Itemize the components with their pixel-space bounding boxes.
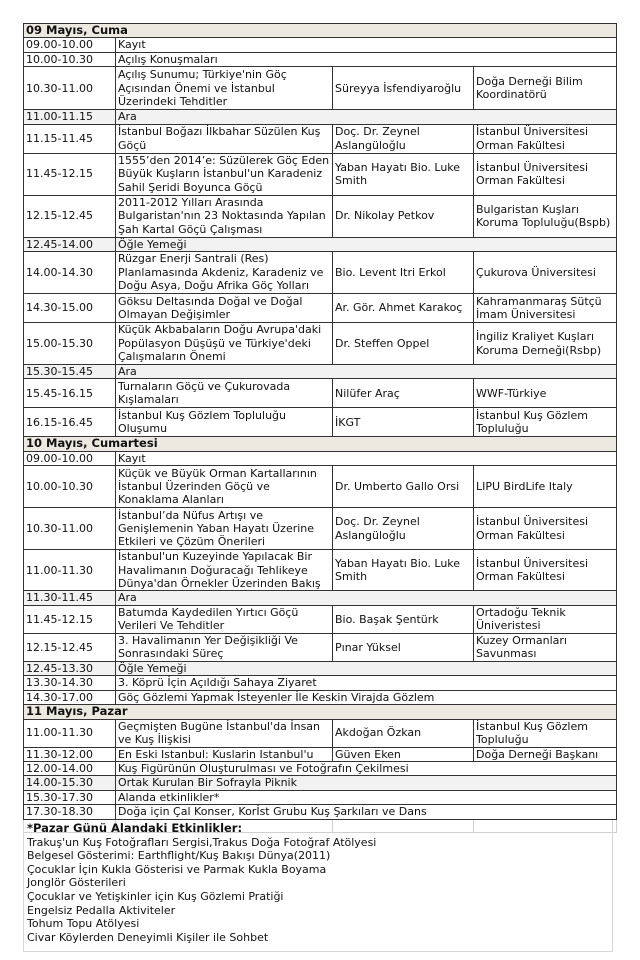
session-organization: İstanbul Üniversitesi Orman Fakültesi	[474, 124, 617, 153]
session-row	[24, 52, 617, 66]
notes-item: Belgesel Gösterimi: Earthflight/Kuş Bakışı Dünya(2011)	[27, 849, 331, 863]
notes-item: Trakuş'un Kuş Fotoğrafları Sergisi,Trakus Doğa Fotoğraf Atölyesi	[27, 835, 377, 849]
session-speaker: Doç. Dr. Zeynel Aslangüloğlu	[333, 508, 474, 550]
session-time: 14.30-17.00	[24, 690, 116, 704]
session-row	[24, 690, 617, 704]
session-row	[24, 451, 617, 465]
day-header	[24, 437, 617, 451]
session-title: 3. Köprü İçin Açıldığı Sahaya Ziyaret	[116, 676, 617, 690]
break-row	[24, 661, 617, 675]
schedule-table	[23, 23, 617, 833]
session-organization: İstanbul Üniversitesi Orman Fakültesi	[474, 153, 617, 195]
session-title: Göksu Deltasında Doğal ve Doğal Olmayan Değişimler	[116, 294, 333, 323]
session-organization: WWF-Türkiye	[474, 379, 617, 408]
session-speaker: Dr. Steffen Oppel	[333, 323, 474, 365]
session-speaker: Doç. Dr. Zeynel Aslangüloğlu	[333, 124, 474, 153]
session-title: 2011-2012 Yılları Arasında Bulgaristan'nın 23 Noktasında Yapılan Şah Kartal Göçü Çalışması	[116, 195, 333, 237]
session-organization: İstanbul Üniversitesi Orman Fakültesi	[474, 508, 617, 550]
session-time: 12.15-12.45	[24, 633, 116, 661]
session-title: Turnaların Göçü ve Çukurovada Kışlamaları	[116, 379, 333, 408]
session-title: Öğle Yemeği	[116, 237, 617, 251]
session-organization: Çukurova Üniversitesi	[474, 252, 617, 294]
session-time: 11.15-11.45	[24, 124, 116, 153]
session-speaker: Bio. Levent Itri Erkol	[333, 252, 474, 294]
session-organization: Ortadoğu Teknik Üniveristesi	[474, 605, 617, 633]
session-row	[24, 761, 617, 775]
day-header	[24, 705, 617, 719]
session-organization: İngiliz Kraliyet Kuşları Koruma Derneği(Rsbp)	[474, 323, 617, 365]
session-organization: Kahramanmaraş Sütçü İmam Üniversitesi	[474, 294, 617, 323]
notes-title: *Pazar Günü Alandaki Etkinlikler:	[27, 821, 243, 835]
session-time: 11.00-11.15	[24, 110, 116, 124]
session-title: Kayıt	[116, 451, 617, 465]
session-title: İstanbul'un Kuzeyinde Yapılacak Bir Havalimanın Doğuracağı Tehlikeye Dünya'dan Örnekler Üzerinden Bakış	[116, 550, 333, 591]
session-time: 11.30-11.45	[24, 591, 116, 605]
session-row	[24, 747, 617, 761]
session-title: Batumda Kaydedilen Yırtıcı Göçü Verileri Ve Tehditler	[116, 605, 333, 633]
session-row	[24, 790, 617, 804]
notes-item: Çocuklar İçin Kukla Gösterisi ve Parmak Kukla Boyama	[27, 862, 327, 876]
session-organization: Doğa Derneği Başkanı	[474, 747, 617, 761]
break-row	[24, 776, 617, 790]
session-organization: Bulgaristan Kuşları Koruma Topluluğu(Bspb)	[474, 195, 617, 237]
session-time: 11.45-12.15	[24, 605, 116, 633]
session-time: 12.45-14.00	[24, 237, 116, 251]
session-title: Göç Gözlemi Yapmak İsteyenler İle Keskin Virajda Gözlem	[116, 690, 617, 704]
session-speaker: Pınar Yüksel	[333, 633, 474, 661]
session-row	[24, 124, 617, 153]
notes-item: Çocuklar ve Yetişkinler için Kuş Gözlemi Pratiği	[27, 889, 284, 903]
day-header	[24, 24, 617, 38]
session-speaker: Dr. Nikolay Petkov	[333, 195, 474, 237]
session-row	[24, 605, 617, 633]
session-organization: LIPU BirdLife Italy	[474, 466, 617, 508]
session-title: Açılış Konuşmaları	[116, 52, 617, 66]
session-time: 12.15-12.45	[24, 195, 116, 237]
session-organization: İstanbul Kuş Gözlem Topluluğu	[474, 408, 617, 437]
session-time: 14.00-15.30	[24, 776, 116, 790]
session-time: 15.30-15.45	[24, 365, 116, 379]
session-time: 15.00-15.30	[24, 323, 116, 365]
session-title: Açılış Sunumu; Türkiye'nin Göç Açısından Önemi ve İstanbul Üzerindeki Tehditler	[116, 67, 333, 110]
session-speaker: Yaban Hayatı Bio. Luke Smith	[333, 550, 474, 591]
session-time: 11.30-12.00	[24, 747, 116, 761]
session-title: 1555’den 2014’e: Süzülerek Göç Eden Büyük Kuşların İstanbul'un Karadeniz Sahil Şeridi Boyunca Göçü	[116, 153, 333, 195]
session-time: 15.45-16.15	[24, 379, 116, 408]
session-time: 12.45-13.30	[24, 661, 116, 675]
session-time: 17.30-18.30	[24, 805, 116, 819]
session-speaker: Nilüfer Araç	[333, 379, 474, 408]
session-organization: İstanbul Kuş Gözlem Topluluğu	[474, 719, 617, 747]
session-title: Ortak Kurulan Bir Sofrayla Piknik	[116, 776, 617, 790]
break-row	[24, 591, 617, 605]
session-title: Rüzgar Enerji Santrali (Res) Planlamasında Akdeniz, Karadeniz ve Doğu Asya, Doğu Afrika Göç Yolları	[116, 252, 333, 294]
session-row	[24, 323, 617, 365]
session-speaker: Bio. Başak Şentürk	[333, 605, 474, 633]
session-time: 14.00-14.30	[24, 252, 116, 294]
session-speaker: Dr. Umberto Gallo Orsi	[333, 466, 474, 508]
session-row	[24, 408, 617, 437]
session-time: 16.15-16.45	[24, 408, 116, 437]
session-speaker: Süreyya İsfendiyaroğlu	[333, 67, 474, 110]
session-title: Alanda etkinlikler*	[116, 790, 617, 804]
session-speaker: Ar. Gör. Ahmet Karakoç	[333, 294, 474, 323]
session-row	[24, 195, 617, 237]
session-title: Ara	[116, 365, 617, 379]
session-title: İstanbul Boğazı İlkbahar Süzülen Kuş Göçü	[116, 124, 333, 153]
session-speaker: İKGT	[333, 408, 474, 437]
session-title: Kuş Figürünün Oluşturulması ve Fotoğrafın Çekilmesi	[116, 761, 617, 775]
notes-list	[27, 836, 610, 945]
session-time: 09.00-10.00	[24, 451, 116, 465]
session-time: 11.00-11.30	[24, 550, 116, 591]
session-speaker: Güven Eken	[333, 747, 474, 761]
session-time: 10.00-10.30	[24, 466, 116, 508]
session-row	[24, 676, 617, 690]
session-row	[24, 379, 617, 408]
session-title: Geçmişten Bugüne İstanbul'da İnsan ve Kuş İlişkisi	[116, 719, 333, 747]
session-row	[24, 633, 617, 661]
session-row	[24, 38, 617, 52]
session-title: İstanbul Kuş Gözlem Topluluğu Oluşumu	[116, 408, 333, 437]
session-row	[24, 153, 617, 195]
session-row	[24, 466, 617, 508]
session-title: Küçük Akbabaların Doğu Avrupa'daki Popülasyon Düşüşü ve Türkiye'deki Çalışmaların Önemi	[116, 323, 333, 365]
session-organization: İstanbul Üniversitesi Orman Fakültesi	[474, 550, 617, 591]
session-organization: Doğa Derneği Bilim Koordinatörü	[474, 67, 617, 110]
session-title: En Eski Istanbul: Kuslarin Istanbul'u	[116, 747, 333, 761]
session-title: Öğle Yemeği	[116, 661, 617, 675]
day-title: 09 Mayıs, Cuma	[24, 24, 617, 38]
notes-item: Engelsiz Pedalla Aktiviteler	[27, 903, 176, 917]
session-row	[24, 252, 617, 294]
session-time: 10.30-11.00	[24, 67, 116, 110]
session-speaker: Akdoğan Özkan	[333, 719, 474, 747]
session-row	[24, 508, 617, 550]
session-speaker: Yaban Hayatı Bio. Luke Smith	[333, 153, 474, 195]
break-row	[24, 365, 617, 379]
day-title: 10 Mayıs, Cumartesi	[24, 437, 617, 451]
session-row	[24, 294, 617, 323]
session-time: 11.00-11.30	[24, 719, 116, 747]
session-time: 12.00-14.00	[24, 761, 116, 775]
notes-item: Tohum Topu Atölyesi	[27, 917, 140, 931]
session-time: 10.30-11.00	[24, 508, 116, 550]
session-row	[24, 550, 617, 591]
notes-item: Jonglör Gösterileri	[27, 876, 126, 890]
session-title: 3. Havalimanın Yer Değişikliği Ve Sonrasındaki Süreç	[116, 633, 333, 661]
session-time: 11.45-12.15	[24, 153, 116, 195]
session-title: Kayıt	[116, 38, 617, 52]
session-row	[24, 67, 617, 110]
session-time: 14.30-15.00	[24, 294, 116, 323]
session-title: Ara	[116, 591, 617, 605]
session-title: Doğa için Çal Konser, Korİst Grubu Kuş Şarkıları ve Dans	[116, 805, 617, 819]
session-time: 15.30-17.30	[24, 790, 116, 804]
session-time: 10.00-10.30	[24, 52, 116, 66]
day-title: 11 Mayıs, Pazar	[24, 705, 617, 719]
session-time: 13.30-14.30	[24, 676, 116, 690]
break-row	[24, 110, 617, 124]
break-row	[24, 237, 617, 251]
session-title: Küçük ve Büyük Orman Kartallarının İstanbul Üzerinden Göçü ve Konaklama Alanları	[116, 466, 333, 508]
session-organization: Kuzey Ormanları Savunması	[474, 633, 617, 661]
session-time: 09.00-10.00	[24, 38, 116, 52]
session-row	[24, 805, 617, 819]
sunday-activities-notes	[23, 820, 613, 952]
notes-item: Civar Köylerden Deneyimli Kişiler ile Sohbet	[27, 930, 269, 944]
session-title: Ara	[116, 110, 617, 124]
session-row	[24, 719, 617, 747]
session-title: İstanbul’da Nüfus Artışı ve Genişlemenin Yaban Hayatı Üzerine Etkileri ve Çözüm Önerileri	[116, 508, 333, 550]
